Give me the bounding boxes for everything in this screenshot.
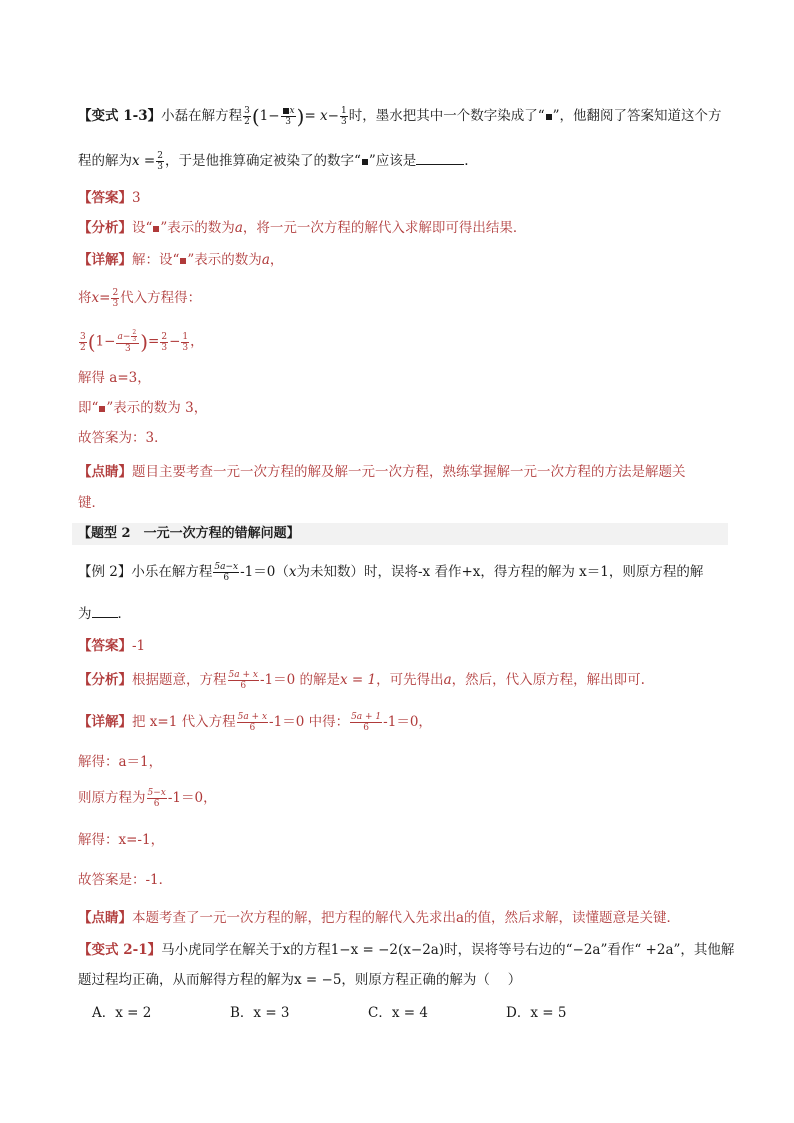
math-x: x = — [132, 153, 156, 169]
left-paren: ( — [251, 104, 260, 129]
fraction: $\frac{3}{2}$ — [244, 106, 250, 127]
analysis1-line: 【分析】设“ ”表示的数为a，将一元一次方程的解代入求解即可得出结果． — [78, 220, 527, 236]
analysis2-line: 【分析】根据题意，方程 $\frac{5a + x}{6}$ -1＝0 的解是x = 1，可先得出a，然后，代入原方程，解出即可. — [78, 670, 645, 691]
ink-blot-icon — [153, 226, 159, 232]
fraction: $\frac{1}{3}$ — [182, 331, 189, 353]
fraction: $\frac{2}{3}$ — [112, 288, 119, 309]
bianshi13-line1 — [78, 106, 722, 127]
fraction: $\frac{2}{3}$ — [157, 151, 163, 172]
fraction: $\frac{5a + 1}{6}$ — [351, 712, 382, 733]
option-b[interactable]: B．x = 3 — [230, 1005, 290, 1021]
detail1-solve: 解得 a=3， — [78, 370, 151, 386]
question-text: 程的解为 — [78, 153, 132, 169]
analysis-tag: 【分析】 — [78, 672, 132, 688]
detail1-equation: $\frac{3}{2}$ (1− a− $\frac{2}{3}$ 3 )= $\frac{2}{3}$ − $\frac{1}{3}$ ， — [80, 329, 204, 354]
fraction: $\frac{5a-x}{6}$ — [214, 562, 239, 583]
bianshi13-line2: 程的解为x = $\frac{2}{3}$ ，于是他推算确定被染了的数字“ ”应该是 . — [78, 151, 469, 172]
fraction: $\frac{x}{3}$ — [281, 106, 296, 127]
fraction: a− $\frac{2}{3}$ 3 — [116, 330, 139, 354]
example-tag: 【例 2】 — [78, 564, 132, 580]
bianshi21-tag: 【变式 2-1】 — [78, 942, 162, 958]
question-text: ”应该是 — [368, 153, 417, 169]
detail2-conclude: 故答案是：-1． — [78, 872, 173, 888]
detail-tag: 【详解】 — [78, 252, 132, 268]
fraction: $\frac{2}{3}$ — [161, 331, 168, 353]
question-text: 小磊在解方程 — [161, 108, 243, 124]
options-row — [92, 1003, 644, 1023]
math-one: 1 — [259, 108, 269, 124]
detail2-solve1: 解得：a＝1， — [78, 754, 163, 770]
answer-value: 3 — [132, 190, 141, 206]
example2-line2: 为 ． — [78, 603, 131, 624]
ink-blot-icon — [546, 114, 552, 120]
bianshi21-line2: 题过程均正确，从而解得方程的解为x = −5，则原方程正确的解为（ ） — [78, 972, 522, 988]
detail2-original: 则原方程为 $\frac{5-x}{6}$ -1＝0， — [78, 788, 217, 809]
fraction: $\frac{5a + x}{6}$ — [237, 712, 268, 733]
fraction: $\frac{1}{3}$ — [340, 106, 347, 127]
detail1-substitute: 将x= $\frac{2}{3}$ 代入方程得： — [78, 288, 202, 309]
ink-blot-icon — [180, 258, 186, 264]
answer-blank[interactable] — [416, 150, 464, 165]
fraction: $\frac{5-x}{6}$ — [147, 788, 166, 809]
answer-tag: 【答案】 — [78, 638, 132, 654]
bianshi13-tag: 【变式 1-3】 — [78, 108, 162, 124]
ink-blot-icon — [99, 406, 105, 412]
section-header: 【题型 2 一元一次方程的错解问题】 — [72, 523, 728, 545]
comment-tag: 【点睛】 — [78, 910, 132, 926]
comment2-line: 【点睛】本题考查了一元一次方程的解，把方程的解代入先求出a的值，然后求解，读懂题意是关键． — [78, 910, 681, 926]
question-text: 时，墨水把其中一个数字染成了“ — [348, 108, 545, 124]
option-a[interactable]: A．x = 2 — [92, 1005, 152, 1021]
option-d[interactable]: D．x = 5 — [506, 1005, 567, 1021]
detail2-line: 【详解】把 x=1 代入方程 $\frac{5a + x}{6}$ -1＝0 中得： $\frac{5a + 1}{6}$ -1＝0， — [78, 712, 432, 733]
ink-blot-icon — [362, 159, 368, 165]
detail1-that: 即“ ”表示的数为 3， — [78, 400, 208, 416]
comment1-line2: 键． — [78, 495, 105, 511]
answer-blank[interactable] — [92, 603, 118, 618]
ink-blot-icon — [283, 108, 289, 114]
example2-line1: 【例 2】小乐在解方程 $\frac{5a-x}{6}$ -1＝0（x为未知数）时，误将-x 看作+x，得方程的解为 x＝1，则原方程的解 — [78, 562, 704, 583]
detail1-conclude: 故答案为：3． — [78, 430, 168, 446]
answer-tag: 【答案】 — [78, 190, 132, 206]
answer2-line — [78, 636, 145, 656]
detail1-line: 【详解】解：设“ ”表示的数为a， — [78, 252, 284, 268]
question-text: ，于是他推算确定被染了的数字“ — [164, 153, 361, 169]
comment-tag: 【点睛】 — [78, 464, 132, 480]
answer1-line — [78, 188, 141, 208]
detail-tag: 【详解】 — [78, 714, 132, 730]
fraction: $\frac{3}{2}$ — [80, 331, 86, 353]
question-text: 马小虎同学在解关于x的方程1−x = −2(x−2a)时，误将等号右边的“−2a”看作“ +2a”，其他解 — [161, 942, 735, 958]
math-minus: − — [268, 108, 280, 124]
fraction: $\frac{5a + x}{6}$ — [228, 670, 258, 691]
math-rhs: = x− — [304, 108, 339, 124]
comment1-line1: 【点睛】题目主要考查一元一次方程的解及解一元一次方程，熟练掌握解一元一次方程的方法是解题关 — [78, 464, 686, 480]
question-text: ”，他翻阅了答案知道这个方 — [552, 108, 722, 124]
option-c[interactable]: C．x = 4 — [368, 1005, 428, 1021]
answer-value: -1 — [132, 638, 146, 654]
analysis-tag: 【分析】 — [78, 220, 132, 236]
bianshi21-line1 — [78, 940, 734, 960]
right-paren: ) — [296, 104, 305, 129]
detail2-solve2: 解得：x=-1， — [78, 832, 165, 848]
